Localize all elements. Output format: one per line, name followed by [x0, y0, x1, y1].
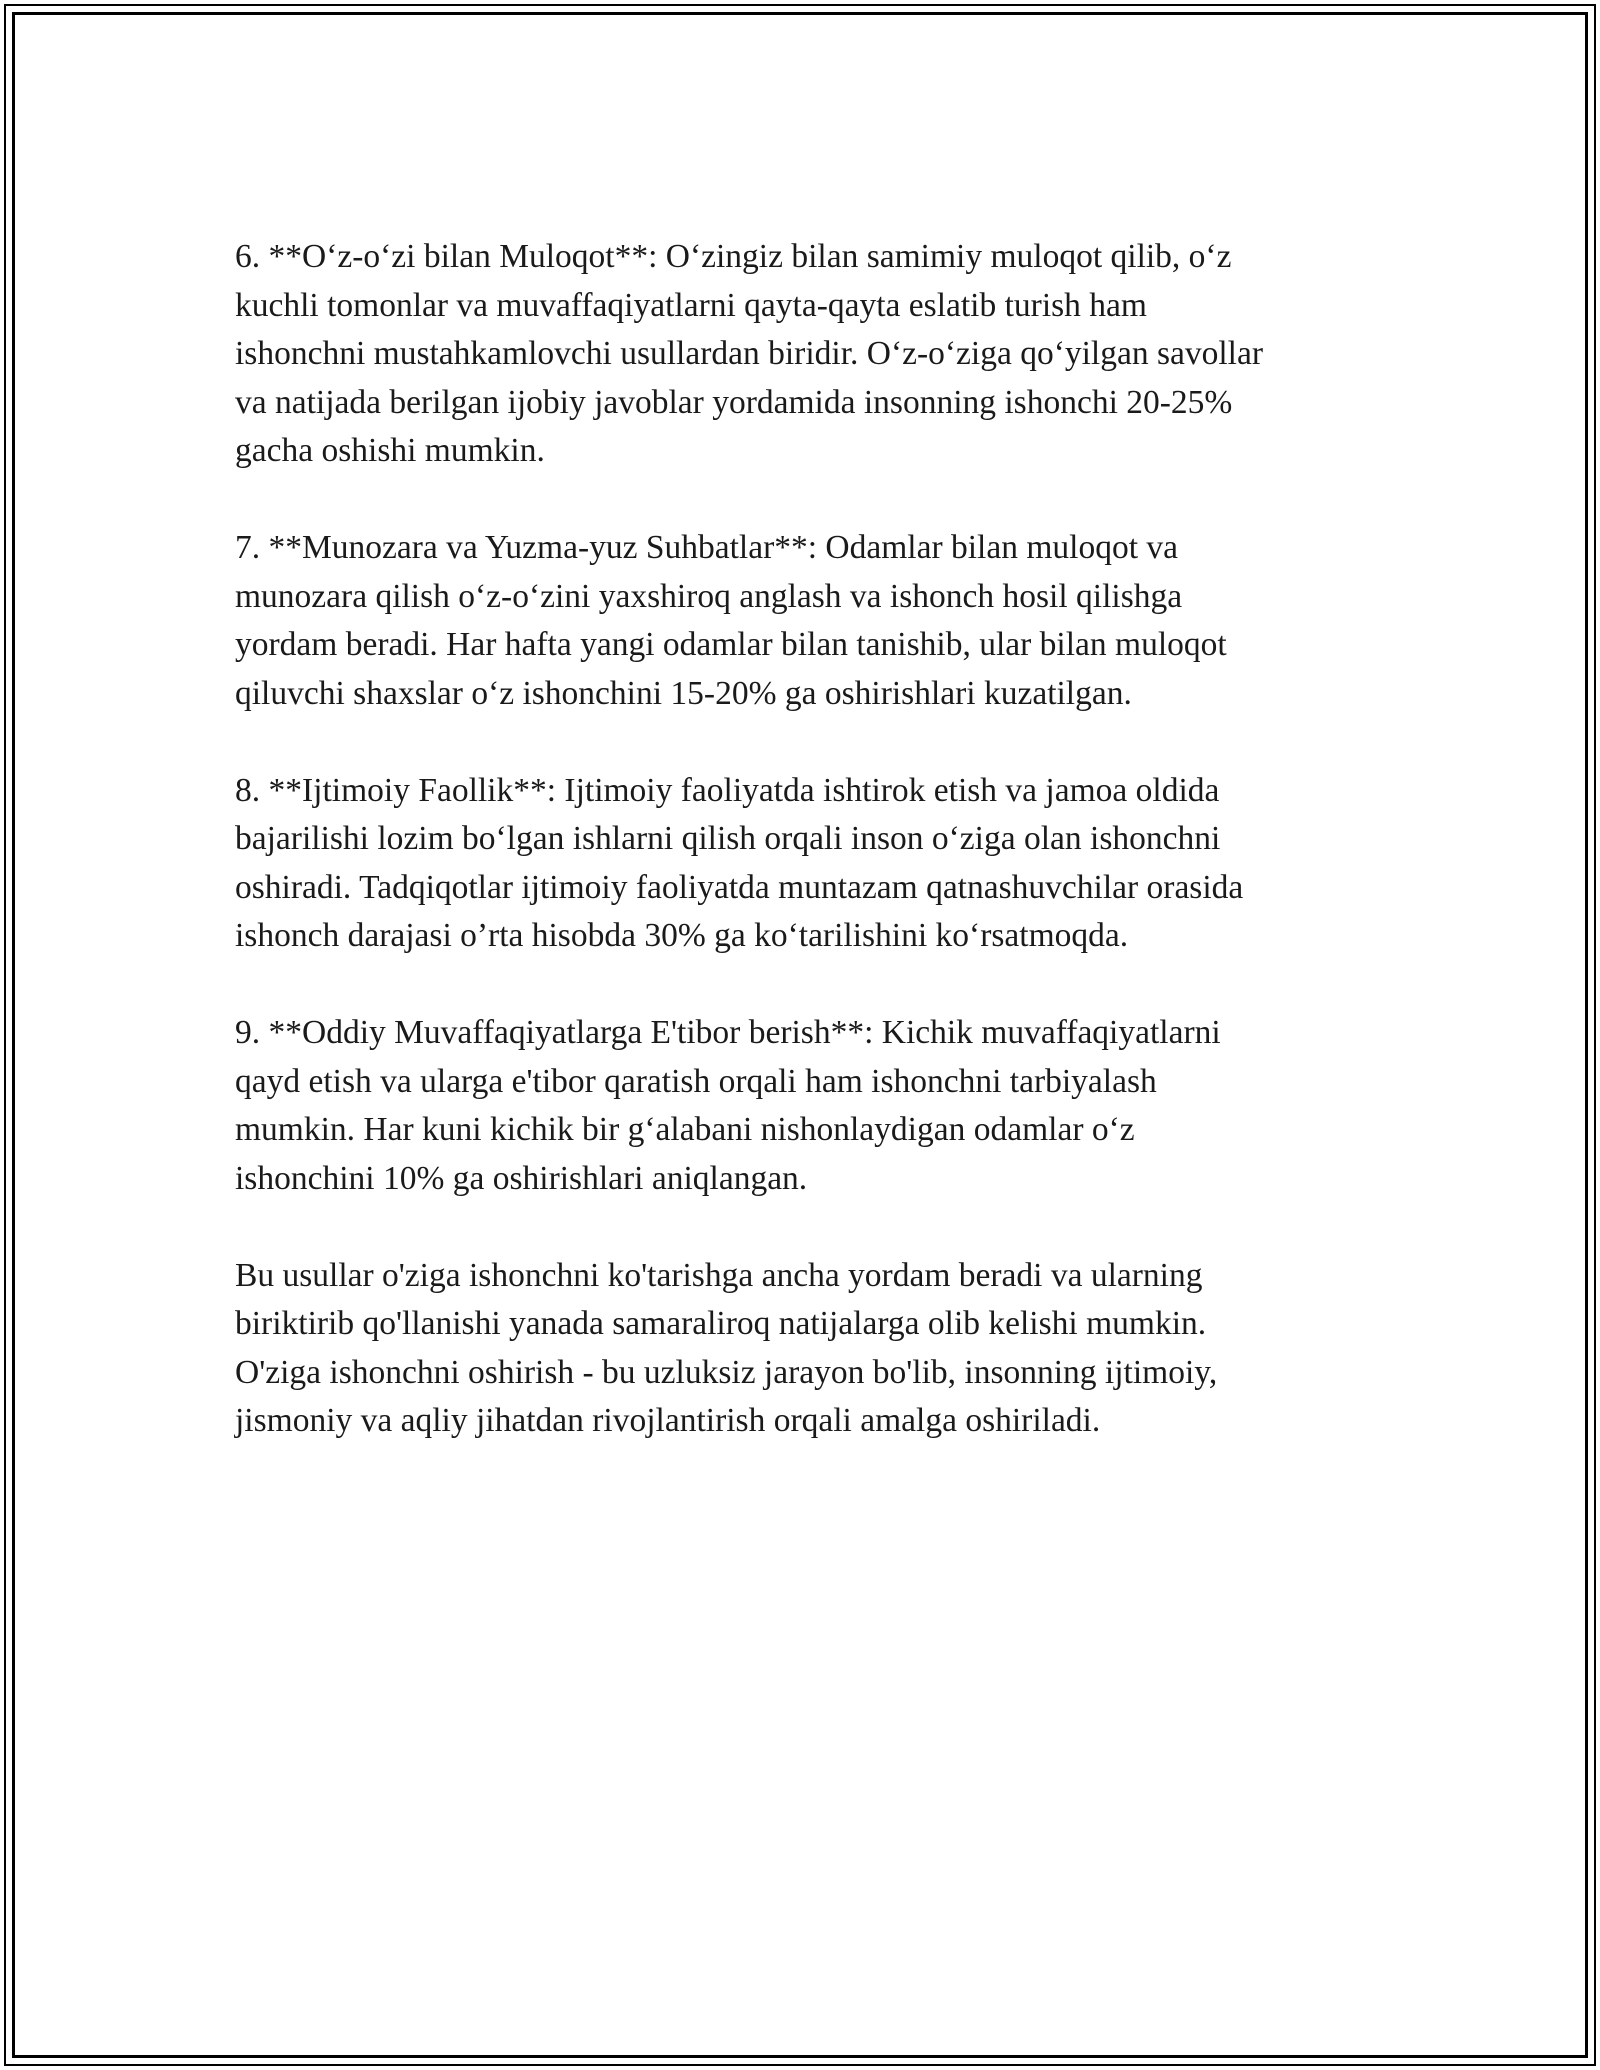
text-line: 8. **Ijtimoiy Faollik**: Ijtimoiy faoliyatda ishtirok etish va jamoa oldida: [235, 771, 1220, 809]
text-line: kuchli tomonlar va muvaffaqiyatlarni qayta-qayta eslatib turish ham: [235, 286, 1147, 324]
text-line: qiluvchi shaxslar o‘z ishonchini 15-20% ga oshirishlari kuzatilgan.: [235, 674, 1132, 712]
text-line: O'ziga ishonchni oshirish - bu uzluksiz jarayon bo'lib, insonning ijtimoiy,: [235, 1353, 1218, 1391]
text-line: 6. **O‘z-o‘zi bilan Muloqot**: O‘zingiz bilan samimiy muloqot qilib, o‘z: [235, 238, 1232, 275]
text-line: 7. **Munozara va Yuzma-yuz Suhbatlar**: Odamlar bilan muloqot va: [235, 529, 1179, 566]
paragraph-item-7: [235, 524, 1385, 718]
paragraph-item-9: [235, 1009, 1385, 1203]
text-line: mumkin. Har kuni kichik bir g‘alabani nishonlaydigan odamlar o‘z: [235, 1111, 1135, 1148]
text-line: munozara qilish o‘z-o‘zini yaxshiroq anglash va ishonch hosil qilishga: [235, 577, 1183, 615]
paragraph-conclusion: [235, 1252, 1385, 1446]
text-line: ishonchni mustahkamlovchi usullardan biridir. O‘z-o‘ziga qo‘yilgan savollar: [235, 335, 1264, 372]
document-body: [235, 233, 1385, 1494]
text-line: oshiradi. Tadqiqotlar ijtimoiy faoliyatda muntazam qatnashuvchilar orasida: [235, 868, 1244, 906]
paragraph-item-6: [235, 233, 1385, 476]
paragraph-item-8: [235, 767, 1385, 961]
text-line: qayd etish va ularga e'tibor qaratish orqali ham ishonchni tarbiyalash: [235, 1062, 1157, 1100]
text-line: yordam beradi. Har hafta yangi odamlar bilan tanishib, ular bilan muloqot: [235, 626, 1227, 663]
text-line: gacha oshishi mumkin.: [235, 432, 545, 469]
text-line: ishonchini 10% ga oshirishlari aniqlangan.: [235, 1159, 808, 1197]
text-line: Bu usullar o'ziga ishonchni ko'tarishga ancha yordam beradi va ularning: [235, 1256, 1203, 1294]
text-line: 9. **Oddiy Muvaffaqiyatlarga E'tibor berish**: Kichik muvaffaqiyatlarni: [235, 1014, 1221, 1051]
text-line: jismoniy va aqliy jihatdan rivojlantirish orqali amalga oshiriladi.: [235, 1402, 1101, 1439]
text-line: va natijada berilgan ijobiy javoblar yordamida insonning ishonchi 20-25%: [235, 383, 1233, 421]
text-line: bajarilishi lozim bo‘lgan ishlarni qilish orqali inson o‘ziga olan ishonchni: [235, 820, 1221, 857]
text-line: ishonch darajasi o’rta hisobda 30% ga ko‘tarilishini ko‘rsatmoqda.: [235, 917, 1129, 954]
text-line: biriktirib qo'llanishi yanada samaraliroq natijalarga olib kelishi mumkin.: [235, 1305, 1207, 1342]
